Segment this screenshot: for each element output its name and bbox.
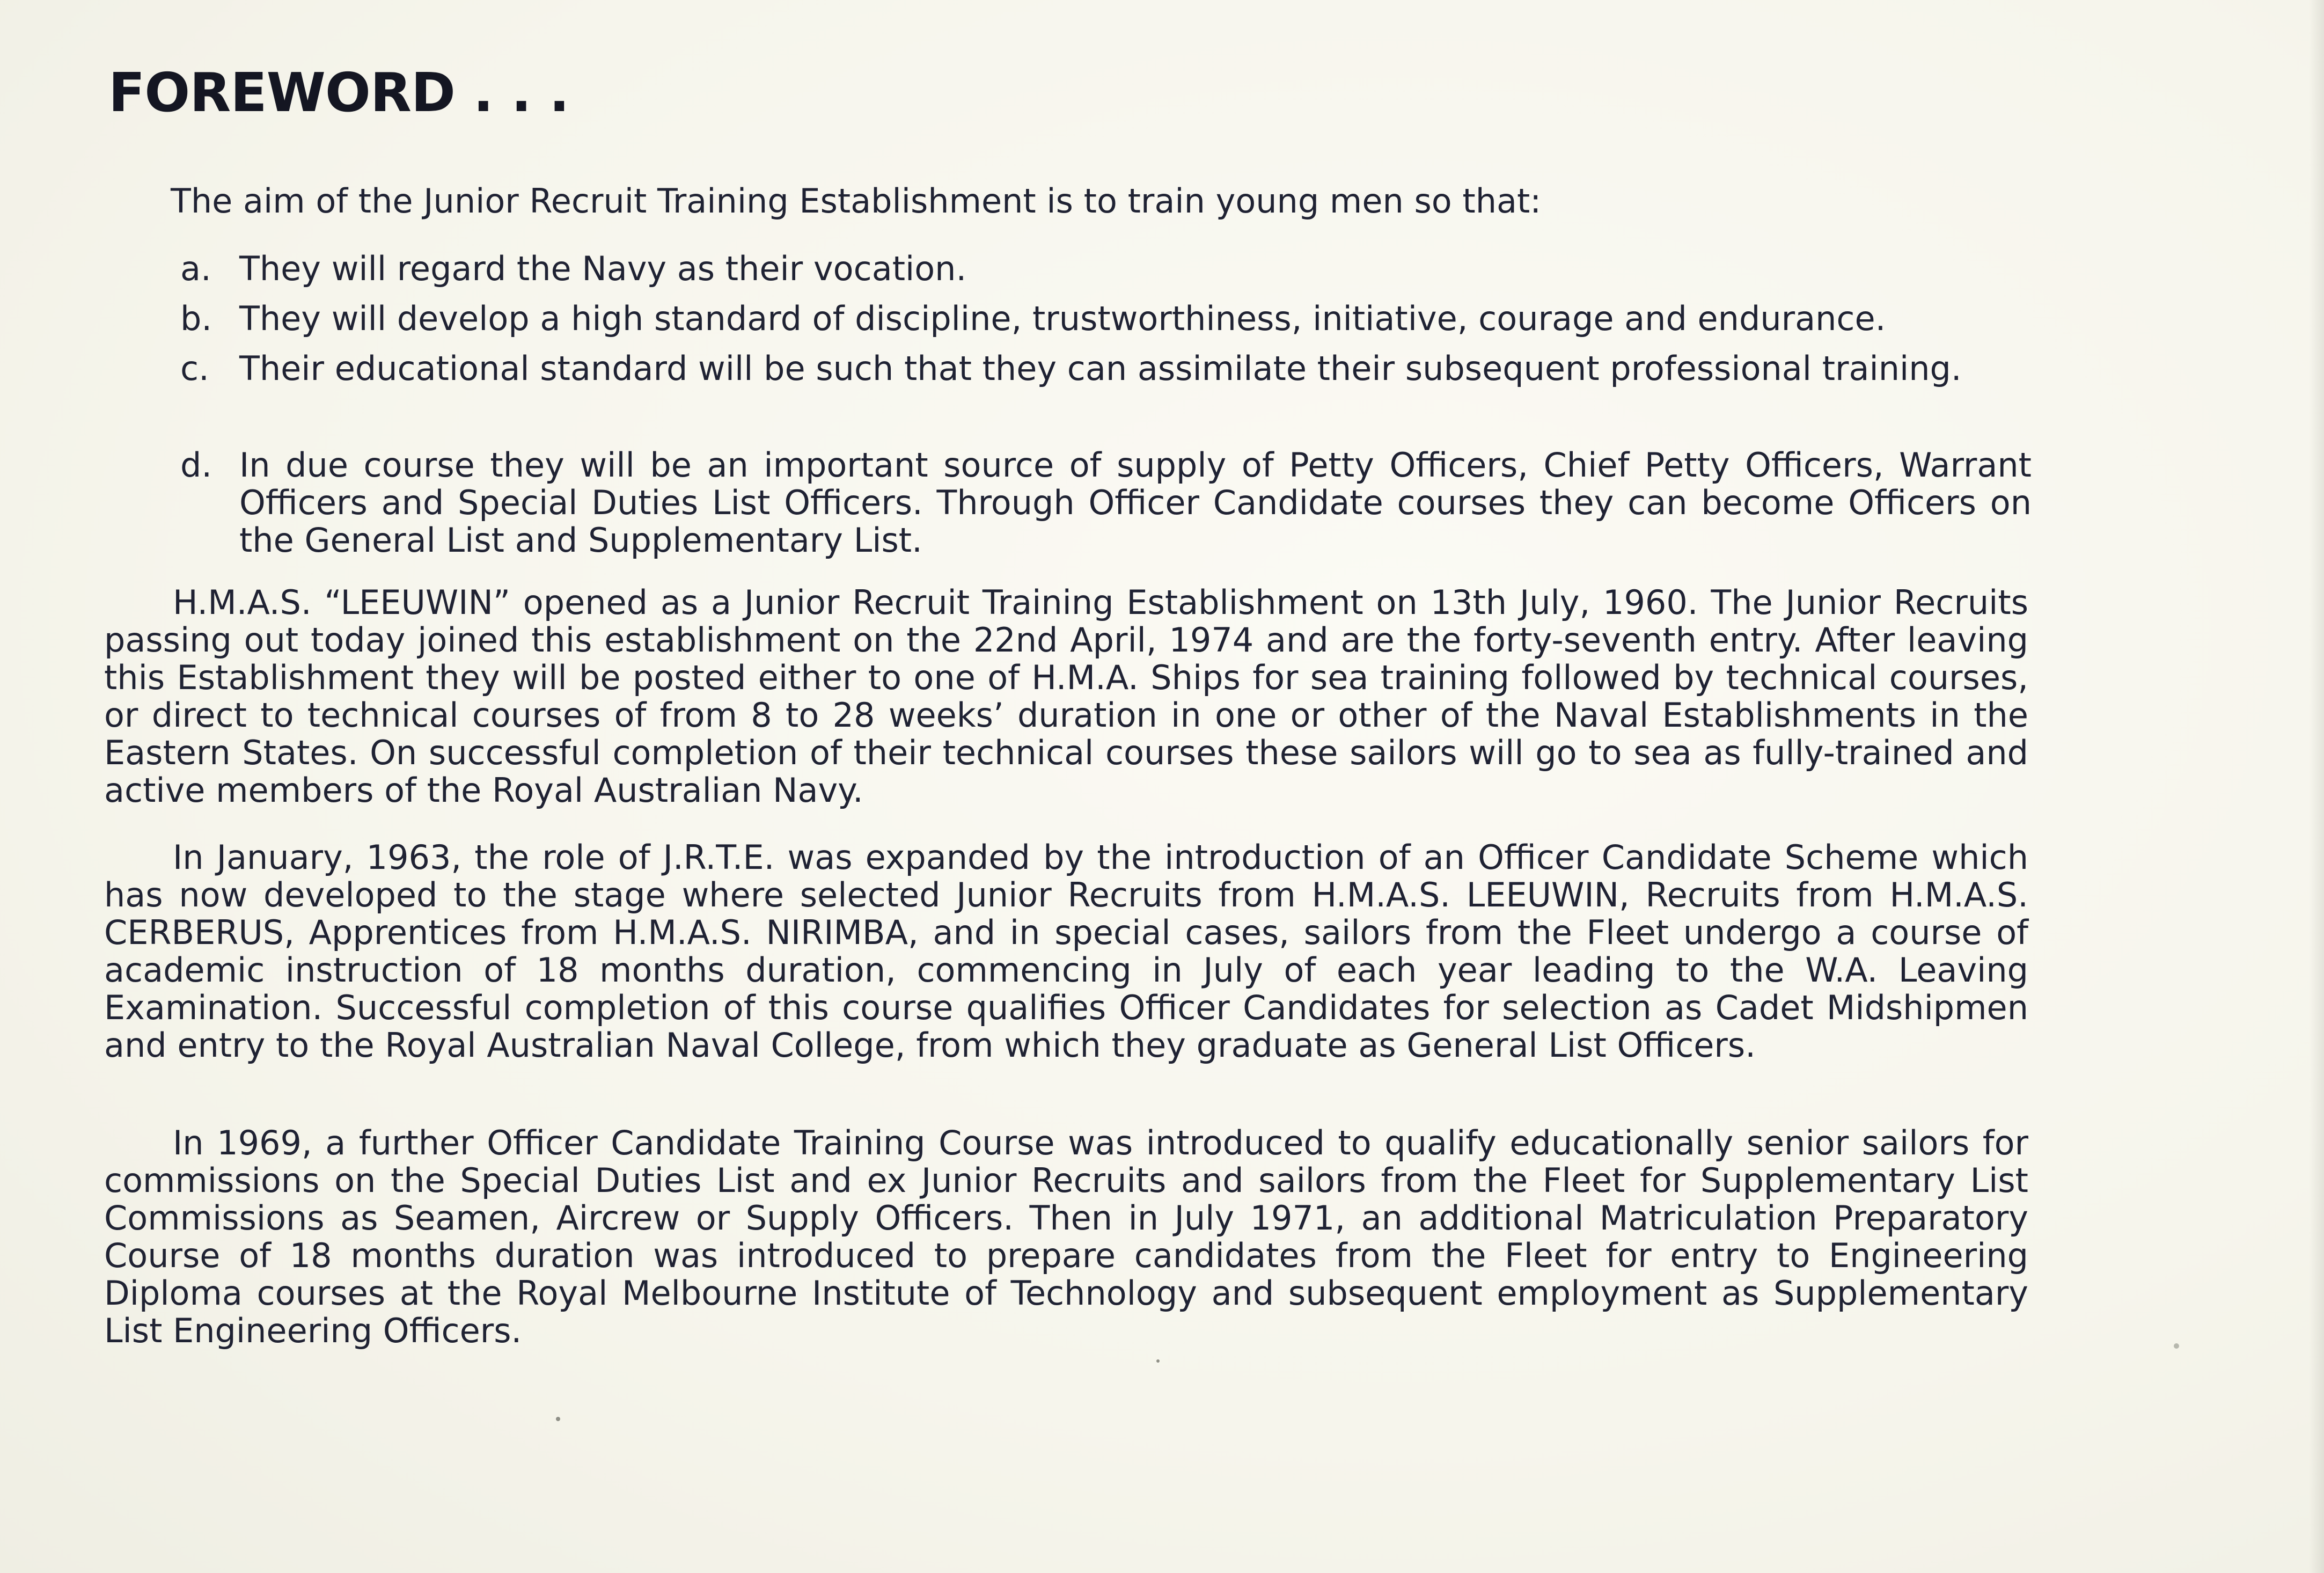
page-edge-shadow <box>2309 0 2324 1573</box>
scan-speck <box>2174 1343 2179 1349</box>
body-paragraph: In 1969, a further Officer Candidate Training Course was introduced to qualify educationally senior sailors for commissions on the Special Duties List and ex Junior Recruits and sailors from the Fleet for Supplementary List Commissions as Seamen, Aircrew or Supply Officers. Then in July 1971, an additional Matriculation Preparatory Course of 18 months duration was introduced to prepare candidates from the Fleet for entry to Engineering Diploma courses at the Royal Melbourne Institute of Technology and subsequent employment as Supplementary List Engineering Officers. <box>104 1123 2028 1350</box>
list-item-marker: a. <box>180 249 211 288</box>
list-item-text: They will regard the Navy as their vocation. <box>239 249 967 288</box>
intro-sentence: The aim of the Junior Recruit Training Establishment is to train young men so that: <box>171 181 1542 221</box>
list-item-marker: c. <box>180 349 209 388</box>
scan-speck <box>556 1417 560 1421</box>
body-paragraph: H.M.A.S. “LEEUWIN” opened as a Junior Recruit Training Establishment on 13th July, 1960. The Junior Recruits passing out today joined this establishment on the 22nd April, 1974 and are the forty-seventh entry. After leaving this Establishment they will be posted either to one of H.M.A. Ships for sea training followed by technical courses, or direct to technical courses of from 8 to 28 weeks’ duration in one or other of the Naval Establishments in the Eastern States. On successful completion of their technical courses these sailors will go to sea as fully-trained and active members of the Royal Australian Navy. <box>104 583 2028 810</box>
list-item-text: In due course they will be an important source of supply of Petty Officers, Chief Petty Officers, Warrant Officers and Special Duties List Officers. Through Officer Candidate courses they can become Officers on the General List and Supplementary List. <box>239 445 2032 560</box>
list-item-text: Their educational standard will be such that they can assimilate their subsequent professional training. <box>239 349 1962 388</box>
list-item-marker: b. <box>180 299 212 338</box>
list-item-text: They will develop a high standard of discipline, trustworthiness, initiative, courage and endurance. <box>239 299 1886 338</box>
scan-speck <box>1156 1359 1160 1363</box>
body-paragraph: In January, 1963, the role of J.R.T.E. was expanded by the introduction of an Officer Candidate Scheme which has now developed to the stage where selected Junior Recruits from H.M.A.S. LEEUWIN, Recruits from H.M.A.S. CERBERUS, Apprentices from H.M.A.S. NIRIMBA, and in special cases, sailors from the Fleet undergo a course of academic instruction of 18 months duration, commencing in July of each year leading to the W.A. Leaving Examination. Successful completion of this course qualifies Officer Candidates for selection as Cadet Midshipmen and entry to the Royal Australian Naval College, from which they graduate as General List Officers. <box>104 838 2028 1065</box>
list-item-marker: d. <box>180 445 212 485</box>
page-title: FOREWORD . . . <box>108 61 569 124</box>
